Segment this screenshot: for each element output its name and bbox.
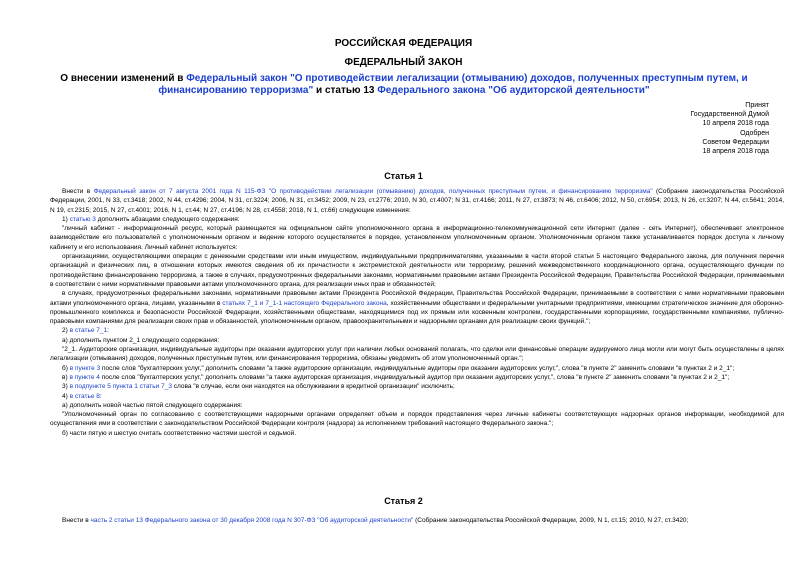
text: 4): [62, 392, 70, 400]
title-text-pre: О внесении изменений в: [60, 73, 187, 84]
article-2-body: [50, 516, 784, 525]
title-link-aml-law[interactable]: Федеральный закон "О противодействии легализации (отмыванию) доходов, полученных преступным путем, и финансированию терроризма": [158, 73, 748, 96]
text: после слов "бухгалтерских услуг," дополнить словами "а также аудиторские организации, индивидуальные аудиторы при оказании аудиторских услуг,", слова "в пункте 2" заменить словами "в пунктах 2 и 2_1";: [100, 364, 735, 372]
paragraph: [50, 215, 784, 224]
paragraph: [50, 516, 784, 525]
paragraph: [50, 326, 784, 335]
adoption-line: 18 апреля 2018 года: [702, 148, 769, 156]
paragraph: "Уполномоченный орган по согласованию с соответствующими надзорными органами определяет объем и порядок представления через личные кабинеты соответствующих надзорных органов информации, необходимой для осуществления ими в соответствии с законодательством Российской Федерации контроля (надзора) за исполнением требований настоящего Федерального закона.";: [50, 411, 784, 428]
text: , хозяйственными обществами и федеральными унитарными предприятиями, имеющими стратегическое значение для оборонно-промышленного комплекса и безопасности Российской Федерации, хозяйственными обществами, находящимися под их прямым или косвенным контролем, государственными корпорациями, государственными компаниями, публично-правовыми компаниями для реализации своих прав и обязанностей, уполномоченным органом, правоохранительными и надзорными органами для реализации своих функций.";: [50, 299, 784, 326]
paragraph: организациями, осуществляющими операции с денежными средствами или иным имуществом, индивидуальными предпринимателями, указанными в части второй статьи 5 настоящего Федерального закона, для получения перечня организаций и физических лиц, в отношении которых имеются сведения об их причастности к экстремистской деятельности или терроризму, решений межведомственного координационного органа, осуществляющего функции по противодействию финансированию терроризма, а также в случаях, предусмотренных федеральными законами, нормативными правовыми актами Президента Российской Федерации, Правительства Российской Федерации, принимаемыми в соответствии с ними нормативными правовыми актами уполномоченного органа, для реализации иных прав и обязанностей;: [50, 253, 784, 288]
adoption-line: Принят: [745, 102, 769, 109]
paragraph: б) части пятую и шестую считать соответственно частями шестой и седьмой.: [62, 429, 297, 437]
article-1-heading: Статья 1: [384, 171, 423, 181]
adoption-block: [609, 101, 769, 156]
link-articles-7-1[interactable]: статьях 7_1 и 7_1-1 настоящего Федерального закона: [222, 299, 387, 307]
text: 3): [62, 383, 70, 391]
text: Внести в: [62, 517, 91, 524]
text: :: [99, 392, 102, 400]
paragraph: а) дополнить новой частью пятой следующего содержания:: [62, 401, 243, 409]
link-aml-law[interactable]: Федеральный закон от 7 августа 2001 года N 115-ФЗ "О противодействии легализации (отмыванию) доходов, полученных преступным путем, и финансированию терроризма": [93, 188, 653, 195]
text: после слов "бухгалтерских услуг," дополнить словами "а также аудиторская организация, индивидуальный аудитор при оказании аудиторских услуг,", слова "в пункте 2" заменить словами "в пунктах 2 и 2_1";: [99, 373, 730, 381]
article-2-heading: Статья 2: [384, 496, 423, 506]
adoption-line: Одобрен: [740, 129, 769, 137]
text: 2): [62, 327, 70, 335]
text: в случаях, предусмотренных федеральными законами, нормативными правовыми актами Президента Российской Федерации, Правительства Российской Федерации, принимаемыми в соответствии с ними нормативными правовыми актами уполномоченного органа, лицами, указанными в: [50, 290, 784, 307]
adoption-line: Государственной Думой: [690, 111, 769, 119]
title-link-audit-law[interactable]: Федерального закона "Об аудиторской деятельности": [377, 85, 650, 96]
text: :: [107, 327, 109, 335]
law-title: [58, 73, 750, 97]
article-1-body: [50, 187, 784, 438]
paragraph: [50, 392, 784, 401]
link-article-8[interactable]: в статье 8: [69, 392, 100, 400]
link-article-3[interactable]: статью 3: [69, 215, 96, 223]
link-point-4[interactable]: в пункте 4: [69, 373, 100, 381]
paragraph: [50, 289, 784, 326]
link-article-7-3[interactable]: в подпункте 5 пункта 1 статьи 7_3: [69, 383, 172, 391]
text: слова "в случае, если они находятся на обслуживании в кредитной организации" исключить;: [171, 383, 455, 391]
paragraph: [50, 187, 784, 215]
link-audit-law-article-13[interactable]: часть 2 статьи 13 Федерального закона от 30 декабря 2008 года N 307-ФЗ "Об аудиторской деятельности": [90, 517, 414, 524]
country-heading: РОССИЙСКАЯ ФЕДЕРАЦИЯ: [334, 38, 473, 49]
paragraph: [50, 364, 784, 373]
paragraph: "личный кабинет - информационный ресурс, который размещается на официальном сайте уполномоченного органа в информационно-телекоммуникационной сети Интернет (далее - сеть Интернет), обеспечивает электронное взаимодействие его пользователей с уполномоченным органом и ведение которого осуществляется в порядке, установленном уполномоченным органом. Уполномоченным органом также устанавливается порядок доступа к личному кабинету и его использования. Личный кабинет используется:: [50, 225, 784, 251]
text: Внести в: [62, 188, 94, 195]
doc-type-heading: ФЕДЕРАЛЬНЫЙ ЗАКОН: [344, 57, 463, 68]
text: 1): [62, 215, 70, 223]
text: дополнить абзацами следующего содержания:: [95, 215, 240, 223]
link-article-7-1[interactable]: в статье 7_1: [69, 327, 108, 335]
paragraph: "2_1. Аудиторские организации, индивидуальные аудиторы при оказании аудиторских услуг при наличии любых оснований полагать, что сделки или финансовые операции аудируемого лица могли или могут быть осуществлены в целях легализации (отмывания) доходов, полученных преступным путем, или финансирования терроризма, обязаны уведомить об этом уполномоченный орган.";: [50, 346, 784, 363]
link-point-3[interactable]: в пункте 3: [69, 364, 101, 372]
text: б): [62, 364, 70, 372]
text: в): [62, 373, 70, 381]
text: (Собрание законодательства Российской Федерации, 2001, N 33, ст.3418; 2002, N 44, ст.4296; 2004, N 31, ст.3224; 2006, N 31, ст.3452; 2009, N 23, ст.2776; 2010, N 30, ст.4007; N 31, ст.4166; 2011, N 27, ст.3873; N 46, ст.6406; 2012, N 50, ст.6954; 2013, N 26, ст.3207; N 44, ст.5641; 2014, N 19, ст.2315; 2015, N 27, ст.4001; 2016, N 1, ст.44; N 27, ст.4196; N 28, ст.4558; 2018, N 1, ст.66) следующие изменения:: [50, 188, 784, 214]
title-text-mid: и статью 13: [313, 85, 378, 96]
text: (Собрание законодательства Российской Федерации, 2009, N 1, ст.15; 2010, N 27, ст.3420;: [413, 517, 689, 524]
paragraph: [50, 373, 784, 382]
adoption-line: 10 апреля 2018 года: [702, 120, 769, 128]
adoption-line: Советом Федерации: [702, 138, 769, 146]
paragraph: [50, 382, 784, 391]
paragraph: а) дополнить пунктом 2_1 следующего содержания:: [62, 336, 220, 344]
